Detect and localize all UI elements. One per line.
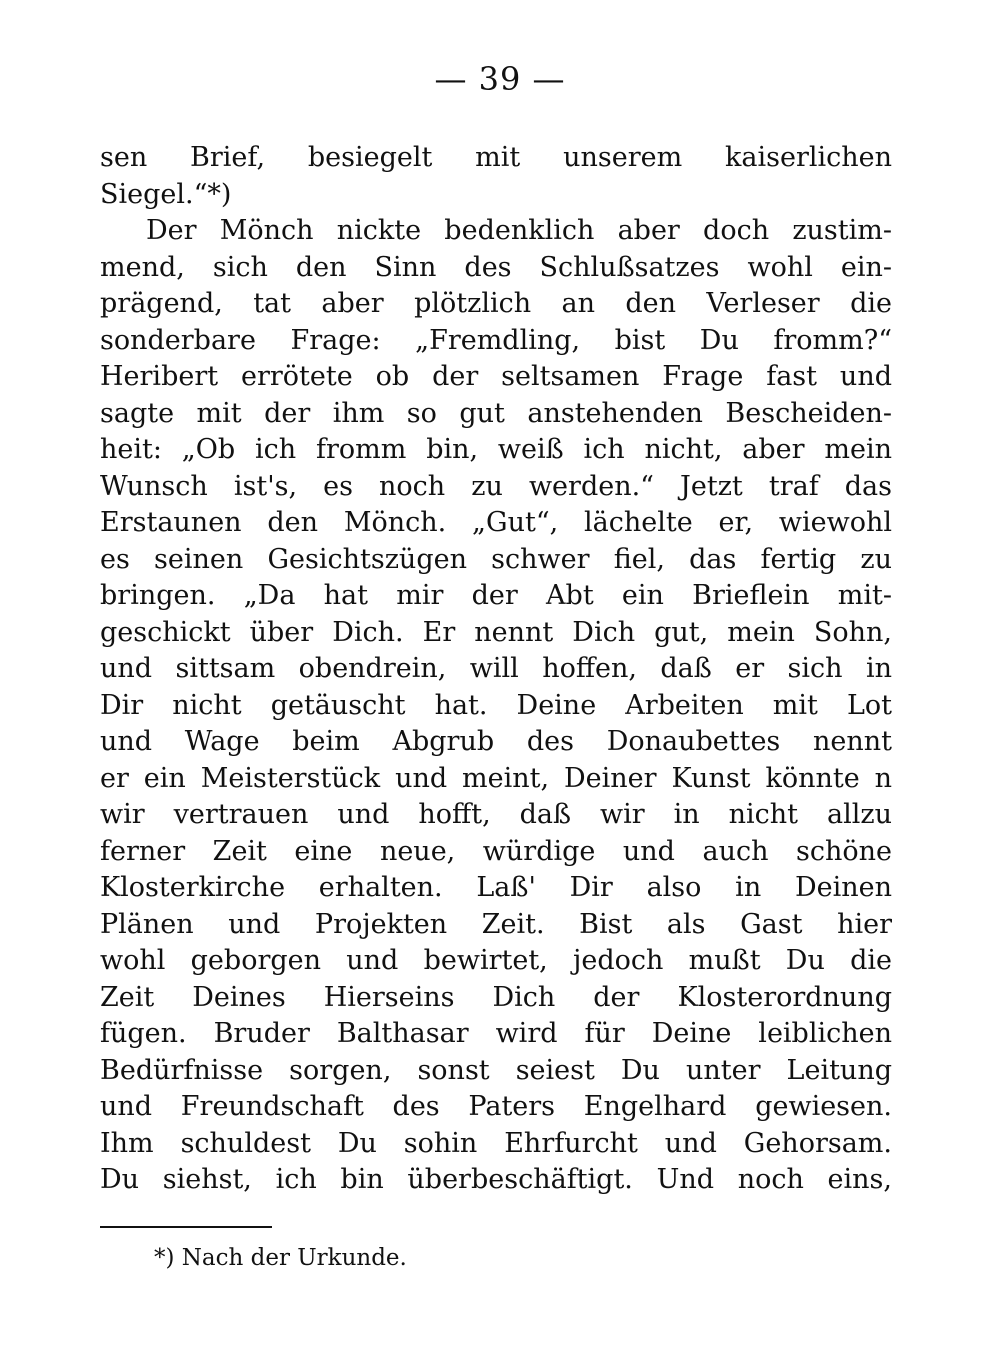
text-line: mend, sich den Sinn des Schlußsatzes wohl ein- bbox=[100, 251, 892, 283]
text-line: Heribert errötete ob der seltsamen Frage fast und bbox=[100, 361, 892, 392]
text-line: geschickt über Dich. Er nennt Dich gut, mein Sohn, bbox=[100, 616, 892, 648]
text-line: prägend, tat aber plötzlich an den Verleser die bbox=[100, 288, 892, 319]
text-line: Klosterkirche erhalten. Laß' Dir also in Deinen bbox=[100, 872, 892, 903]
page-number: — 39 — bbox=[434, 60, 566, 98]
text-line: Ihm schuldest Du sohin Ehrfurcht und Gehorsam. bbox=[100, 1127, 892, 1159]
text-line: und sittsam obendrein, will hoffen, daß er sich in bbox=[100, 653, 892, 684]
footnote: *) Nach der Urkunde. bbox=[154, 1245, 407, 1271]
text-line: Wunsch ist's, es noch zu werden.“ Jetzt traf das bbox=[100, 470, 892, 502]
text-line: Der Mönch nickte bedenklich aber doch zustim- bbox=[146, 215, 892, 246]
text-line: Dir nicht getäuscht hat. Deine Arbeiten mit Lot bbox=[100, 689, 892, 721]
text-line: wohl geborgen und bewirtet, jedoch mußt Du die bbox=[100, 945, 892, 976]
footnote-rule bbox=[100, 1226, 272, 1228]
text-line: er ein Meisterstück und meint, Deiner Kunst könnte n bbox=[100, 762, 892, 794]
text-line: fügen. Bruder Balthasar wird für Deine leiblichen bbox=[100, 1018, 892, 1049]
text-line: sagte mit der ihm so gut anstehenden Bescheiden- bbox=[100, 397, 892, 429]
text-line: Siegel.“*) bbox=[100, 178, 232, 210]
text-line: sen Brief, besiegelt mit unserem kaiserlichen bbox=[100, 142, 892, 173]
text-line: es seinen Gesichtszügen schwer fiel, das fertig zu bbox=[100, 543, 892, 575]
text-line: heit: „Ob ich fromm bin, weiß ich nicht, aber mein bbox=[100, 434, 892, 465]
text-line: ferner Zeit eine neue, würdige und auch schöne bbox=[100, 835, 892, 867]
text-line: und Freundschaft des Paters Engelhard gewiesen. bbox=[100, 1091, 892, 1122]
body-text bbox=[100, 140, 892, 1199]
text-line: und Wage beim Abgrub des Donaubettes nennt bbox=[100, 726, 892, 757]
text-line: bringen. „Da hat mir der Abt ein Brieflein mit- bbox=[100, 580, 892, 611]
text-line: Erstaunen den Mönch. „Gut“, lächelte er, wiewohl bbox=[100, 507, 892, 538]
text-line: Plänen und Projekten Zeit. Bist als Gast hier bbox=[100, 908, 892, 940]
text-line: sonderbare Frage: „Fremdling, bist Du fromm?“ bbox=[100, 324, 892, 356]
text-line: Bedürfnisse sorgen, sonst seiest Du unter Leitung bbox=[100, 1054, 892, 1086]
text-line: Du siehst, ich bin überbeschäftigt. Und noch eins, bbox=[100, 1164, 892, 1195]
text-line: wir vertrauen und hofft, daß wir in nicht allzu bbox=[100, 799, 892, 830]
text-line: Zeit Deines Hierseins Dich der Klosterordnung bbox=[100, 981, 892, 1013]
